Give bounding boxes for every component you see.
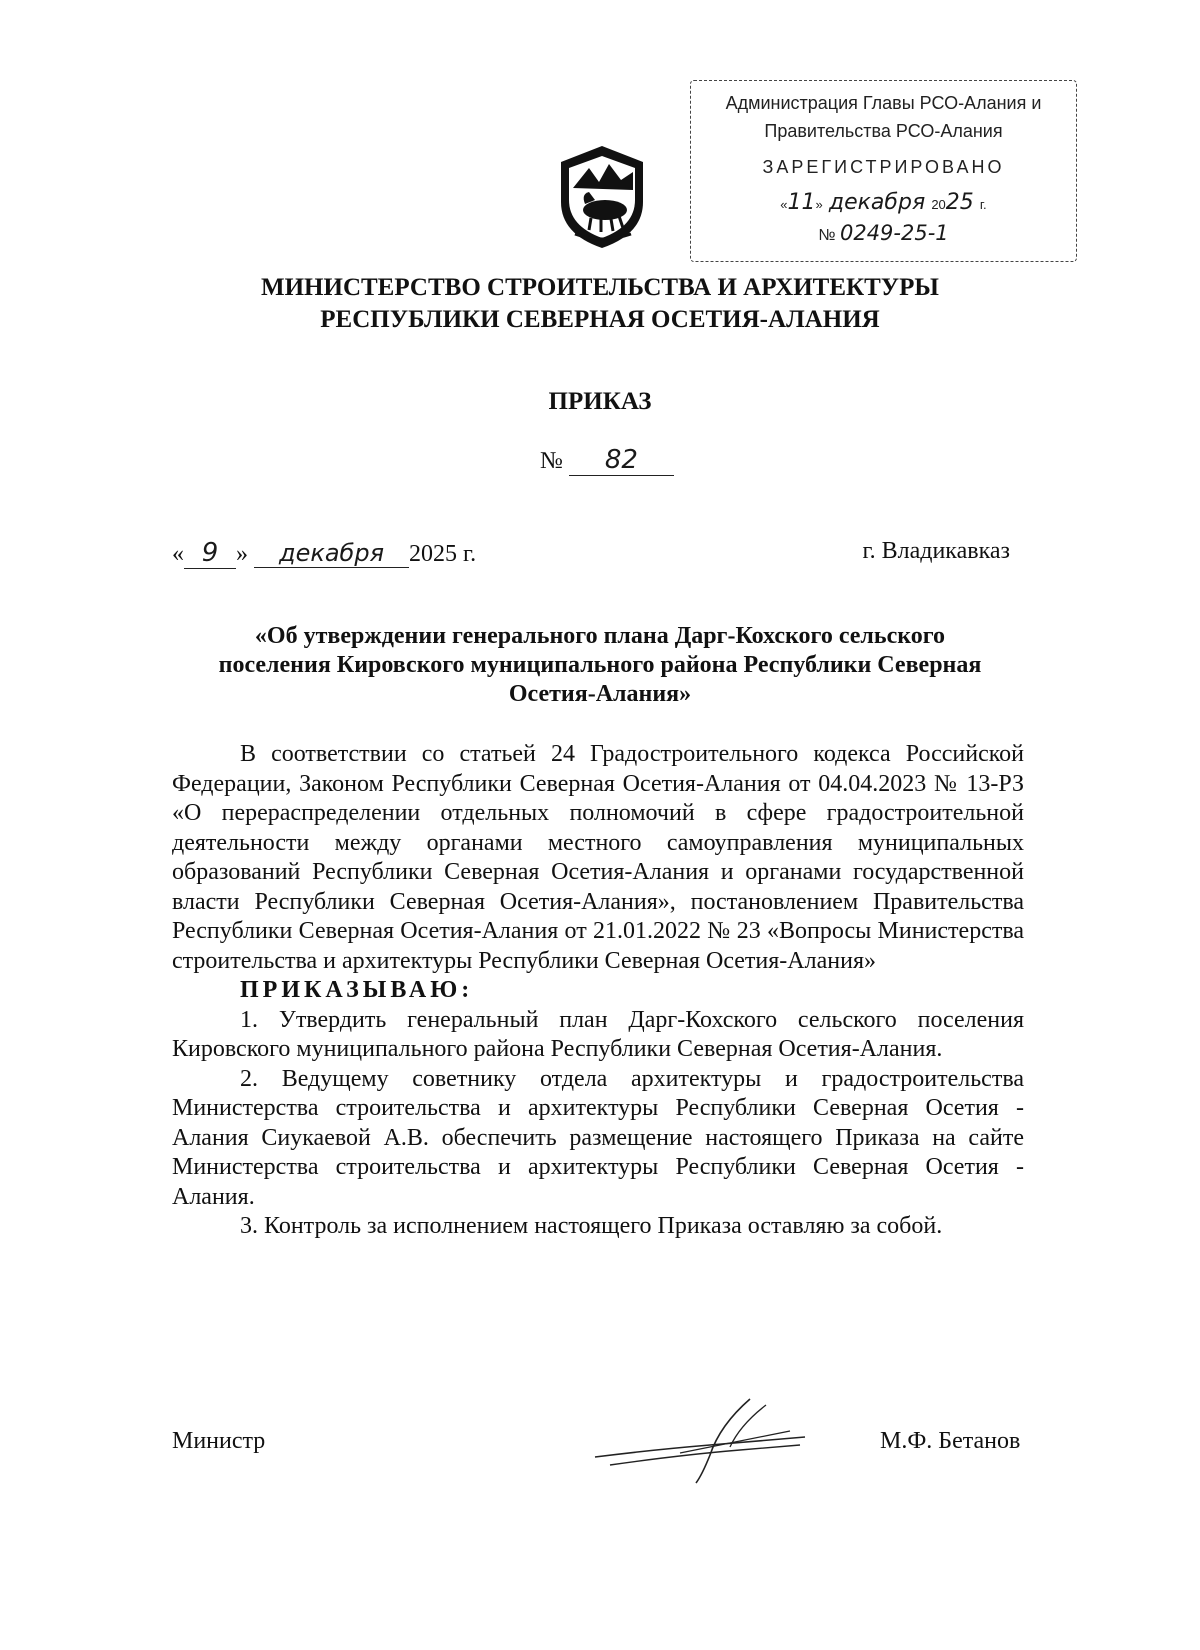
stamp-reg-year: 25 — [945, 190, 974, 215]
ministry-title — [0, 272, 1200, 336]
coat-of-arms-icon — [555, 142, 650, 252]
signature-icon — [590, 1395, 820, 1485]
order-subject — [190, 622, 1010, 709]
date-open-quote: « — [172, 541, 184, 567]
subject-line2: поселения Кировского муниципального района Республики Северная — [218, 652, 982, 678]
ministry-line1: МИНИСТЕРСТВО СТРОИТЕЛЬСТВА И АРХИТЕКТУРЫ — [261, 274, 939, 301]
date-year: 2025 г. — [409, 541, 477, 567]
date-day: 9 — [184, 538, 236, 569]
order-body — [172, 740, 1024, 1242]
order-number-value: 82 — [569, 445, 674, 476]
stamp-number — [691, 221, 1076, 245]
stamp-status: ЗАРЕГИСТРИРОВАНО — [762, 157, 1005, 177]
date-close-quote: » — [236, 541, 248, 567]
decree-heading: ПРИКАЗЫВАЮ: — [240, 977, 474, 1003]
stamp-number-label: № — [818, 227, 836, 244]
stamp-reg-number: 0249-25-1 — [839, 221, 949, 245]
subject-line1: «Об утверждении генерального плана Дарг-Кохского сельского — [254, 623, 946, 649]
order-item-2: 2. Ведущему советнику отдела архитектуры и градостроительства Министерства строительства и архитектуры Республики Северная Осетия - Алания Сиукаевой А.В. обеспечить размещение настоящего Приказа на сайте Министерства строительства и архитектуры Республики Северная Осетия - Алания. — [172, 1065, 1024, 1210]
stamp-org-line1: Администрация Главы РСО-Алания и — [725, 93, 1042, 113]
order-item-1: 1. Утвердить генеральный план Дарг-Кохского сельского поселения Кировского муниципального района Республики Северная Осетия-Алания. — [172, 1006, 1024, 1062]
order-item-3: 3. Контроль за исполнением настоящего Приказа оставляю за собой. — [240, 1213, 943, 1239]
registration-stamp — [690, 80, 1077, 262]
stamp-date: «11» декабря 2025 г. — [780, 190, 987, 215]
order-number-label: № — [540, 448, 563, 474]
city: г. Владикавказ — [862, 538, 1010, 564]
stamp-reg-month: декабря — [828, 190, 926, 215]
signer-role: Министр — [172, 1428, 266, 1454]
stamp-reg-day: 11 — [787, 190, 816, 215]
preamble: В соответствии со статьей 24 Градостроительного кодекса Российской Федерации, Законом Республики Северная Осетия-Алания от 04.04.2023 № 13-РЗ «О перераспределении отдельных полномочий в сфере градостроительной деятельности между органами местного самоуправления муниципальных образований Республики Северная Осетия-Алания и органами государственной власти Республики Северная Осетия-Алания», постановлением Правительства Республики Северная Осетия-Алания от 21.01.2022 № 23 «Вопросы Министерства строительства и архитектуры Республики Северная Осетия-Алания» — [172, 741, 1024, 974]
stamp-org-line2: Правительства РСО-Алания — [764, 121, 1003, 141]
document-type: ПРИКАЗ — [548, 388, 652, 415]
date-month: декабря — [254, 539, 409, 568]
ministry-line2: РЕСПУБЛИКИ СЕВЕРНАЯ ОСЕТИЯ-АЛАНИЯ — [320, 306, 880, 333]
stamp-year-suffix: г. — [979, 197, 987, 212]
stamp-year-prefix: 20 — [931, 197, 946, 212]
signer-name: М.Ф. Бетанов — [880, 1428, 1021, 1454]
subject-line3: Осетия-Алания» — [508, 681, 692, 707]
order-date — [172, 538, 476, 569]
order-number — [540, 445, 674, 476]
